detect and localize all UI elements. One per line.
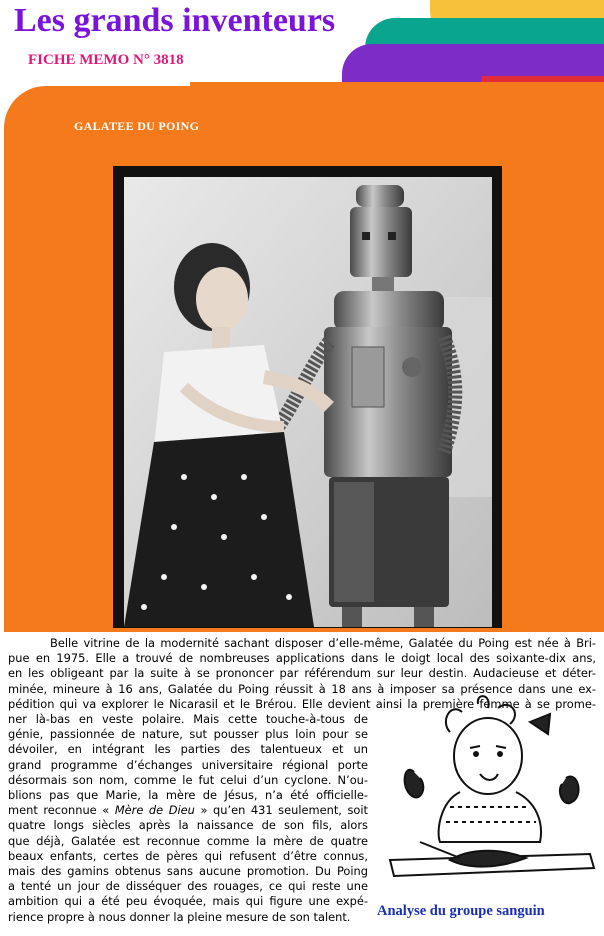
article-line: Belle vitrine de la modernité sachant disposer d’elle-même, Galatée du Poing est née à Bri- [50,636,596,650]
memo-number: FICHE MEMO N° 3818 [28,52,184,68]
woman-robot-photo [124,177,492,627]
article-line: pédition qui va explorer le Nicarasil et le Brérou. Elle devient ainsi la première femme à se prome- [8,696,596,711]
article-line: ambition qui a été peu évoquée, mais qui figure une expé- [8,894,368,909]
article-line: pue en 1975. Elle a trouvé de nombreuses applications dans le doigt local des soixante-dix ans, [8,651,596,666]
subject-name: GALATEE DU POING [74,119,200,133]
article-line: que déjà, Galatée est reconnue comme la mère de quatre [8,833,368,848]
article-line: en les obligeant par la suite à se prononcer par référendum sur leur destin. Audacieuse et déter- [8,666,596,681]
article-line: dévoiler, en intégrant les parties des talentueux et un [8,742,368,757]
article-line: génie, passionnée de nature, sut pousser plus loin pour se [8,727,368,742]
article-line: beaux enfants, certes de pères qui refusent d’être connus, [8,848,368,863]
article-line: grand programme d’échanges universitaire régional porte [8,757,368,772]
article-line: quatre longs siècles après la naissance de son fils, alors [8,818,368,833]
article-line: désormais son nom, comme le fut celui d’un cyclone. N’ou- [8,772,368,787]
article-line: a tenté un jour de disséquer des rouages, ce qui reste une [8,879,368,894]
article-line: ment reconnue « Mère de Dieu » qu’en 431 seulement, soit [8,803,369,818]
article-line: blions pas que Marie, la mère de Jésus, n’a été officielle- [8,788,368,803]
article-line: ner là-bas en veste polaire. Mais cette touche-à-tous de [8,712,368,727]
illustration-caption: Analyse du groupe sanguin [377,903,545,919]
article-line: mais des gamins obtenus sans aucune promotion. Du Poing [8,864,368,879]
blood-group-illustration [380,692,600,902]
article-line: rience propre à nous donner la pleine mesure de son talent. [8,909,351,924]
article-line: minée, mineure à 16 ans, Galatée du Poing réussit à 18 ans à imposer sa présence dans une ex- [8,681,596,696]
orange-wave [190,82,604,112]
page-title: Les grands inventeurs [14,2,336,39]
